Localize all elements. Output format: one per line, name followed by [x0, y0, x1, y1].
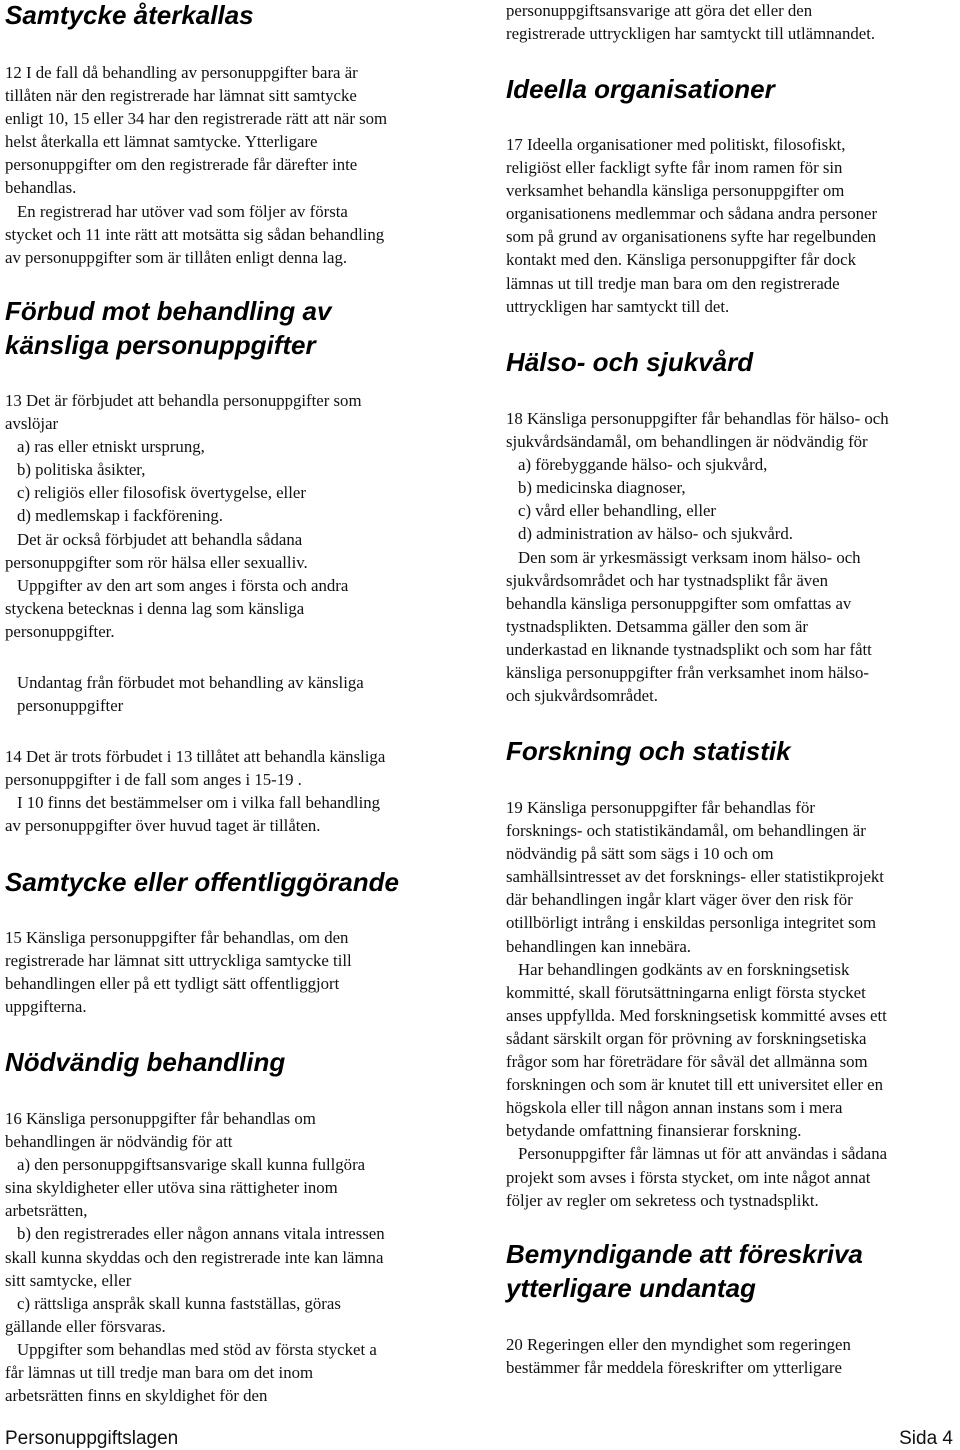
heading-forskning-statistik: Forskning och statistik: [506, 736, 791, 766]
section-17: 17 Ideella organisationer med politiskt, filosofiskt, religiöst eller fackligt syfte får inom ramen för sin verksamhet behandla känsliga personuppgifter om organisationens medlemmar och sådana andra personer som på grund av organisationens syfte har regelbunden kontakt med den. Känsliga personuppgifter får dock lämnas ut till tredje man bara om den registrerade uttryckligen har samtyckt till det.: [506, 135, 878, 316]
heading-nodvandig-behandling: Nödvändig behandling: [5, 1047, 286, 1077]
subheading-undantag: Undantag från förbudet mot behandling av känsliga personuppgifter: [17, 673, 364, 716]
section-14: 14 Det är trots förbudet i 13 tillåtet att behandla känsliga personuppgifter i de fall som anges i 15-19 . I 10 finns det bestämmelser om i vilka fall behandling av personuppgifter över huvud taget är tillåten.: [5, 747, 386, 836]
heading-forbud: Förbud mot behandling av känsliga personuppgifter: [5, 296, 332, 360]
footer-title: Personuppgiftslagen: [5, 1428, 179, 1449]
footer-page-number: Sida 4: [899, 1428, 953, 1449]
heading-ideella-organisationer: Ideella organisationer: [506, 74, 775, 104]
section-15: 15 Känsliga personuppgifter får behandlas, om den registrerade har lämnat sitt uttryckliga samtycke till behandlingen eller på ett tydligt sätt offentliggjort uppgifterna.: [5, 928, 352, 1017]
heading-bemyndigande: Bemyndigande att föreskriva ytterligare undantag: [506, 1239, 863, 1303]
section-12: 12 I de fall då behandling av personuppgifter bara är tillåten när den registrerade har lämnat sitt samtycke enligt 10, 15 eller 34 har den registrerade rätt att när som helst återkalla ett lämnat samtycke. Ytterligare personuppgifter om den registrerade får därefter inte behandlas.: [5, 63, 388, 198]
section-13: 13 Det är förbjudet att behandla personuppgifter som avslöjar a) ras eller etniskt ursprung, b) politiska åsikter, c) religiös eller filosofisk övertygelse, eller d) medlemskap i fackförening. Det är också förbjudet att behandla sådana personuppgifter som rör hälsa eller sexualliv. Uppgifter av den art som anges i första och andra styckena betecknas i denna lag som känsliga personuppgifter.: [5, 391, 362, 641]
section-16-continued: personuppgiftsansvarige att göra det eller den registrerade uttryckligen har samtyckt till utlämnandet.: [506, 1, 876, 44]
section-12-paragraph-2: En registrerad har utöver vad som följer av första stycket och 11 inte rätt att motsätta sig sådan behandling av personuppgifter som är tillåten enligt denna lag.: [5, 202, 385, 268]
heading-samtycke-offentliggorande: Samtycke eller offentliggörande: [5, 867, 399, 897]
section-19: 19 Känsliga personuppgifter får behandlas för forsknings- och statistikändamål, om behandlingen är nödvändig på sätt som sägs i 10 och om samhällsintresset av det forsknings- eller statistikprojekt där behandlingen ingår klart väger över den risk för otillbörligt intrång i enskildas personliga integritet som behandlingen kan innebära. Har behandlingen godkänts av en forskningsetisk kommitté, skall förutsättningarna enligt första stycket anses uppfyllda. Med forskningsetisk kommitté avses ett sådant särskilt organ för prövning av forskningsetiska frågor som har företrädare för såväl det allmänna som forskningen och som är knutet till ett universitet eller en högskola eller till någon annan instans som i mera betydande omfattning finansierar forskning. Personuppgifter får lämnas ut för att användas i sådana projekt som avses i första stycket, om inte något annat följer av regler om sekretess och tystnadsplikt.: [506, 798, 888, 1210]
section-18: 18 Känsliga personuppgifter får behandlas för hälso- och sjukvårdsändamål, om behandlingen är nödvändig för a) förebyggande hälso- och sjukvård, b) medicinska diagnoser, c) vård eller behandling, eller d) administration av hälso- och sjukvård. Den som är yrkesmässigt verksam inom hälso- och sjukvårdsområdet och har tystnadsplikt får även behandla känsliga personuppgifter som omfattas av tystnadsplikten. Detsamma gäller den som är underkastad en liknande tystnadsplikt och som har fått känsliga personuppgifter från verksamhet inom hälso- och sjukvårdsområdet.: [506, 409, 889, 706]
section-20: 20 Regeringen eller den myndighet som regeringen bestämmer får meddela föreskrifter om ytterligare: [506, 1335, 851, 1378]
section-16: 16 Känsliga personuppgifter får behandlas om behandlingen är nödvändig för att a) den personuppgiftsansvarige skall kunna fullgöra sina skyldigheter eller utöva sina rättigheter inom arbetsrätten, b) den registrerades eller någon annans vitala intressen skall kunna skyddas och den registrerade inte kan lämna sitt samtycke, eller c) rättsliga anspråk skall kunna fastställas, göras gällande eller försvaras. Uppgifter som behandlas med stöd av första stycket a får lämnas ut till tredje man bara om det inom arbetsrätten finns en skyldighet för den: [5, 1109, 385, 1406]
heading-halso-sjukvard: Hälso- och sjukvård: [506, 347, 754, 377]
heading-samtycke-aterkallas: Samtycke återkallas: [5, 0, 254, 30]
